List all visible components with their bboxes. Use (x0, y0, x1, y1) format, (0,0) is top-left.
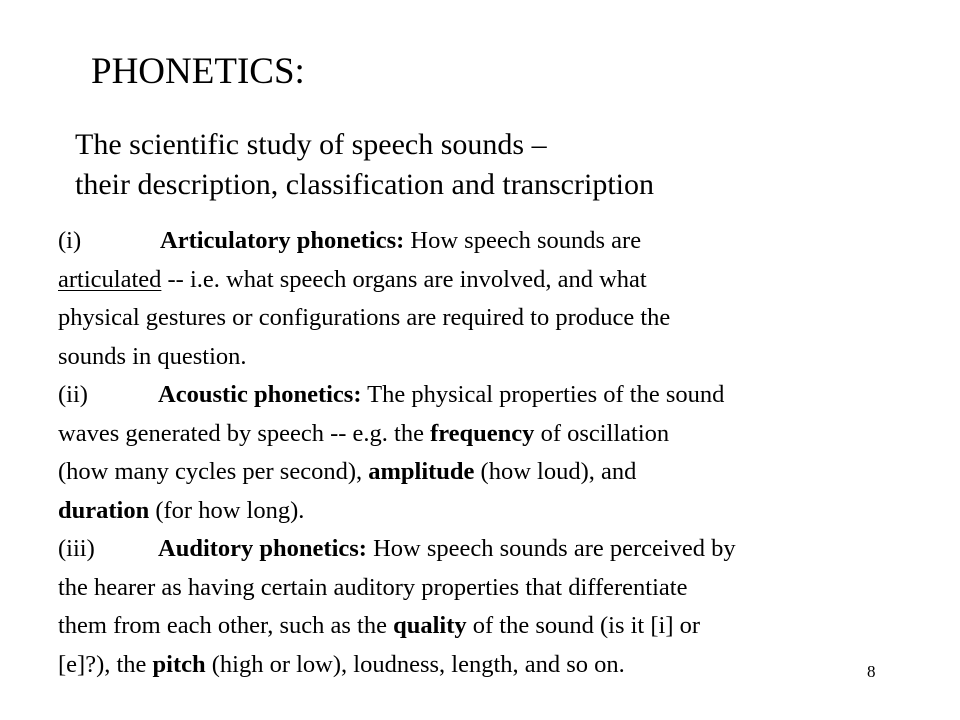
bold-term: quality (393, 612, 467, 639)
section-articulatory-line-2 (58, 261, 928, 300)
section-text: of oscillation (534, 419, 670, 447)
section-text: them from each other, such as the (58, 612, 394, 639)
section-acoustic-line-4 (58, 492, 928, 531)
slide-body (58, 222, 928, 684)
section-text: The physical properties of the sound (361, 381, 725, 408)
section-acoustic-line-3 (58, 453, 928, 492)
section-auditory-line-1 (58, 530, 928, 569)
slide-subtitle (75, 125, 654, 205)
bold-term: duration (58, 496, 150, 524)
section-text: How speech sounds are perceived by (366, 535, 736, 562)
subtitle-line-1: The scientific study of speech sounds – (75, 128, 547, 161)
section-heading: Acoustic phonetics: (158, 381, 362, 408)
bold-term: amplitude (368, 458, 475, 485)
section-text: (how many cycles per second), (58, 458, 369, 485)
section-text: -- i.e. what speech organs are involved, and what (161, 265, 647, 293)
section-auditory-line-4 (58, 646, 928, 685)
section-marker: (ii) (58, 381, 88, 408)
section-auditory-line-2: the hearer as having certain auditory properties that differentiate (58, 573, 688, 601)
section-acoustic-line-2 (58, 415, 928, 454)
section-marker: (iii) (58, 535, 95, 562)
section-articulatory-line-1 (58, 222, 928, 261)
section-text: How speech sounds are (404, 227, 642, 254)
section-text: (high or low), loudness, length, and so on. (205, 650, 625, 678)
section-text: [e]?), the (58, 650, 153, 678)
section-acoustic-line-1 (58, 376, 928, 415)
bold-term: frequency (430, 419, 535, 447)
section-articulatory-line-4: sounds in question. (58, 342, 247, 370)
section-text: of the sound (is it [i] or (466, 612, 701, 639)
subtitle-line-2: their description, classification and transcription (75, 168, 654, 201)
section-marker: (i) (58, 227, 82, 254)
section-heading: Auditory phonetics: (158, 535, 367, 562)
section-articulatory-line-3: physical gestures or configurations are required to produce the (58, 304, 671, 331)
section-text: (for how long). (149, 496, 305, 524)
section-auditory-line-3 (58, 607, 928, 646)
section-text: waves generated by speech -- e.g. the (58, 419, 431, 447)
slide-title: PHONETICS: (91, 51, 305, 92)
section-heading: Articulatory phonetics: (160, 227, 405, 254)
underlined-term: articulated (58, 265, 162, 293)
page-number: 8 (867, 662, 876, 681)
bold-term: pitch (152, 650, 206, 678)
section-text: (how loud), and (474, 458, 637, 485)
